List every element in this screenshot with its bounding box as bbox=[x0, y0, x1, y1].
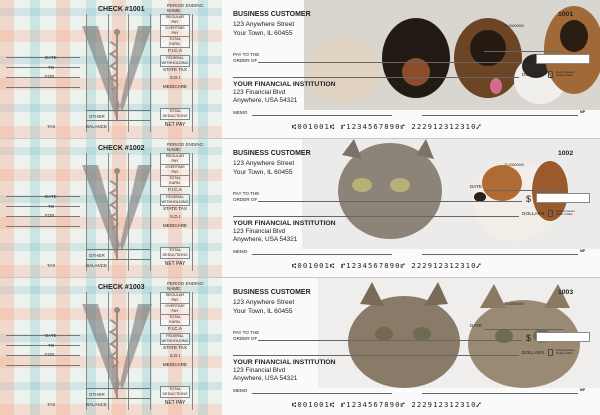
stub-tax-label: TAX bbox=[47, 124, 56, 129]
veterinary-logo-icon bbox=[80, 300, 154, 400]
lock-icon bbox=[548, 210, 553, 217]
check-body bbox=[222, 139, 600, 277]
micr-line: ⑆001001⑆ ⑈1234567890⑈ 222912312310⑇ bbox=[292, 122, 482, 131]
check-stub: CHECK # 1002 DATE TO FOR TAX OTHER BALANCE PERIOD ENDING: NAME: REGULAR PAY OVERTIME PAY TOTAL EARN. F.I.C.A FEDERAL WITHHOLDING STATE TAX S.D.I MEDICARE TOTAL DEDUCTIONS NET PAY bbox=[0, 139, 222, 277]
check-1001 bbox=[0, 0, 600, 138]
dollar-sign: $ bbox=[526, 55, 532, 65]
stub-for-label: FOR bbox=[45, 352, 55, 357]
check-stub: CHECK # 1003 DATE TO FOR TAX OTHER BALANCE PERIOD ENDING: NAME: REGULAR PAY OVERTIME PAY TOTAL EARN. F.I.C.A FEDERAL WITHHOLDING STATE TAX S.D.I MEDICARE TOTAL DEDUCTIONS NET PAY bbox=[0, 278, 222, 415]
memo-label: MEMO bbox=[233, 388, 248, 393]
customer-city: Your Town, IL 60455 bbox=[233, 169, 293, 176]
stub-fica-label: F.I.C.A bbox=[168, 326, 182, 331]
stub-balance-label: BALANCE bbox=[86, 402, 108, 407]
stub-to-label: TO bbox=[48, 343, 55, 348]
dollars-label: DOLLARS bbox=[522, 351, 545, 356]
veterinary-logo-icon bbox=[80, 22, 154, 122]
stub-name-label: NAME: bbox=[167, 8, 182, 13]
stub-other-label: OTHER bbox=[89, 253, 105, 258]
stub-other-label: OTHER bbox=[89, 392, 105, 397]
mp-label: MP bbox=[580, 388, 586, 392]
check-1002 bbox=[0, 139, 600, 277]
check-number: 1003 bbox=[558, 289, 574, 296]
customer-name: BUSINESS CUSTOMER bbox=[233, 11, 311, 18]
stub-check-label: CHECK # bbox=[98, 284, 129, 291]
check-1003 bbox=[0, 278, 600, 415]
stub-date-label: DATE bbox=[45, 55, 57, 60]
stub-check-label: CHECK # bbox=[98, 6, 129, 13]
stub-name-label: NAME: bbox=[167, 147, 182, 152]
dollar-sign: $ bbox=[526, 333, 532, 343]
bank-name: YOUR FINANCIAL INSTITUTION bbox=[233, 81, 336, 88]
customer-name: BUSINESS CUSTOMER bbox=[233, 289, 311, 296]
bank-address-1: 123 Financial Blvd bbox=[233, 89, 286, 96]
stub-net-pay-label: NET PAY bbox=[164, 261, 186, 267]
stub-balance-label: BALANCE bbox=[86, 263, 108, 268]
micr-line: ⑆001001⑆ ⑈1234567890⑈ 222912312310⑇ bbox=[292, 261, 482, 270]
dollar-sign: $ bbox=[526, 194, 532, 204]
memo-label: MEMO bbox=[233, 249, 248, 254]
routing-fraction: 70-00000000 bbox=[504, 24, 524, 28]
customer-street: 123 Anywhere Street bbox=[233, 21, 295, 28]
stub-to-label: TO bbox=[48, 65, 55, 70]
date-label: DATE bbox=[470, 323, 482, 328]
dollars-label: DOLLARS bbox=[522, 212, 545, 217]
bank-address-1: 123 Financial Blvd bbox=[233, 367, 286, 374]
stub-date-label: DATE bbox=[45, 194, 57, 199]
stub-period-label: PERIOD ENDING: bbox=[167, 3, 205, 8]
stub-check-number: 1002 bbox=[129, 145, 145, 152]
amount-box[interactable] bbox=[536, 332, 590, 342]
dollars-label: DOLLARS bbox=[522, 73, 545, 78]
stub-sdi-label: S.D.I bbox=[169, 353, 181, 358]
customer-city: Your Town, IL 60455 bbox=[233, 308, 293, 315]
pay-to-label: PAY TO THE ORDER OF bbox=[233, 52, 260, 63]
stub-state-tax-label: STATE TAX bbox=[163, 345, 187, 350]
bank-name: YOUR FINANCIAL INSTITUTION bbox=[233, 220, 336, 227]
pay-to-label: PAY TO THE ORDER OF bbox=[233, 191, 260, 202]
stub-period-label: PERIOD ENDING: bbox=[167, 142, 205, 147]
stub-medicare-label: MEDICARE bbox=[162, 362, 188, 367]
stub-for-label: FOR bbox=[45, 74, 55, 79]
pay-to-label: PAY TO THE ORDER OF bbox=[233, 330, 260, 341]
stub-tax-label: TAX bbox=[47, 402, 56, 407]
date-label: DATE bbox=[470, 184, 482, 189]
routing-fraction: 70-00000000 bbox=[504, 302, 524, 306]
amount-box[interactable] bbox=[536, 193, 590, 203]
stub-fica-label: F.I.C.A bbox=[168, 187, 182, 192]
stub-check-number: 1003 bbox=[129, 284, 145, 291]
lock-icon bbox=[548, 349, 553, 356]
stub-for-label: FOR bbox=[45, 213, 55, 218]
date-label: DATE bbox=[470, 45, 482, 50]
stub-to-label: TO bbox=[48, 204, 55, 209]
stub-check-label: CHECK # bbox=[98, 145, 129, 152]
stub-balance-label: BALANCE bbox=[86, 124, 108, 129]
check-body bbox=[222, 278, 600, 415]
mp-label: MP bbox=[580, 249, 586, 253]
mp-label: MP bbox=[580, 110, 586, 114]
stub-period-label: PERIOD ENDING: bbox=[167, 281, 205, 286]
stub-net-pay-label: NET PAY bbox=[164, 400, 186, 406]
check-stub: CHECK # 1001 DATE TO FOR TAX OTHER BALANCE PERIOD ENDING: NAME: REGULAR PAY OVERTIME PAY TOTAL EARN. F.I.C.A FEDERAL WITHHOLDING STATE TAX S.D.I MEDICARE TOTAL DEDUCTIONS NET PAY bbox=[0, 0, 222, 138]
lock-icon bbox=[548, 71, 553, 78]
bank-address-2: Anywhere, USA 54321 bbox=[233, 236, 298, 243]
stub-state-tax-label: STATE TAX bbox=[163, 67, 187, 72]
stub-tax-label: TAX bbox=[47, 263, 56, 268]
customer-city: Your Town, IL 60455 bbox=[233, 30, 293, 37]
stub-check-number: 1001 bbox=[129, 6, 145, 13]
stub-net-pay-label: NET PAY bbox=[164, 122, 186, 128]
stub-sdi-label: S.D.I bbox=[169, 214, 181, 219]
security-note: Security Features Details on Back bbox=[556, 210, 575, 216]
veterinary-logo-icon bbox=[80, 161, 154, 261]
memo-label: MEMO bbox=[233, 110, 248, 115]
stub-other-label: OTHER bbox=[89, 114, 105, 119]
bank-name: YOUR FINANCIAL INSTITUTION bbox=[233, 359, 336, 366]
customer-street: 123 Anywhere Street bbox=[233, 160, 295, 167]
routing-fraction: 70-00000000 bbox=[504, 163, 524, 167]
stub-sdi-label: S.D.I bbox=[169, 75, 181, 80]
stub-state-tax-label: STATE TAX bbox=[163, 206, 187, 211]
stub-date-label: DATE bbox=[45, 333, 57, 338]
security-note: Security Features Details on Back bbox=[556, 71, 575, 77]
micr-line: ⑆001001⑆ ⑈1234567890⑈ 222912312310⑇ bbox=[292, 400, 482, 409]
stub-medicare-label: MEDICARE bbox=[162, 223, 188, 228]
amount-box[interactable] bbox=[536, 54, 590, 64]
customer-street: 123 Anywhere Street bbox=[233, 299, 295, 306]
bank-address-1: 123 Financial Blvd bbox=[233, 228, 286, 235]
security-note: Security Features Details on Back bbox=[556, 349, 575, 355]
check-number: 1002 bbox=[558, 150, 574, 157]
stub-medicare-label: MEDICARE bbox=[162, 84, 188, 89]
stub-name-label: NAME: bbox=[167, 286, 182, 291]
check-number: 1001 bbox=[558, 11, 574, 18]
customer-name: BUSINESS CUSTOMER bbox=[233, 150, 311, 157]
bank-address-2: Anywhere, USA 54321 bbox=[233, 375, 298, 382]
bank-address-2: Anywhere, USA 54321 bbox=[233, 97, 298, 104]
stub-fica-label: F.I.C.A bbox=[168, 48, 182, 53]
check-body bbox=[222, 0, 600, 138]
